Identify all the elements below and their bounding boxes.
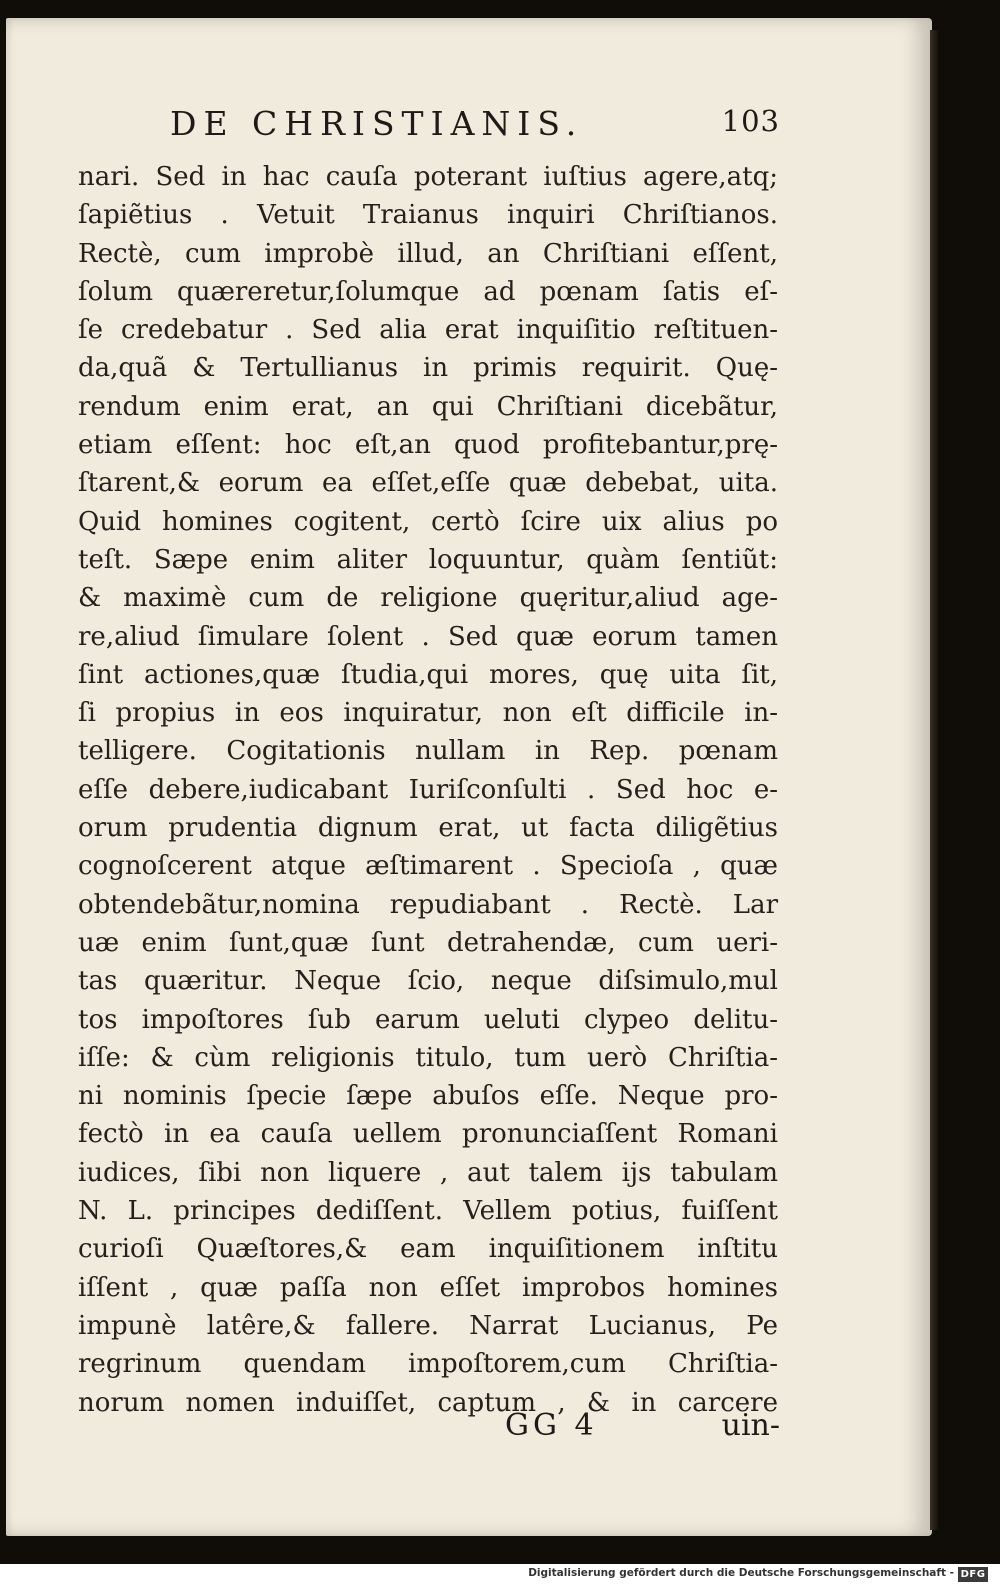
running-head: DE CHRISTIANIS. (170, 104, 584, 143)
body-text (78, 158, 778, 1422)
text-line: iudices, ſibi non liquere , aut talem ijs tabulam (78, 1157, 778, 1188)
text-line: regrinum quendam impoſtorem,cum Chriſtia- (78, 1349, 778, 1380)
page-header (170, 104, 780, 148)
text-line: ſapiẽtius . Vetuit Traianus inquiri Chriſtianos. (78, 200, 778, 231)
text-line: telligere. Cogitationis nullam in Rep. pœnam (78, 736, 778, 767)
text-line: Quid homines cogitent, certò ſcire uix alius po (78, 506, 778, 537)
text-line: eſſe debere,iudicabant Iuriſconſulti . Sed hoc e- (78, 774, 778, 805)
text-line: fectò in ea cauſa uellem pronunciaſſent Romani (78, 1119, 778, 1150)
text-line: da,quã & Tertullianus in primis requirit. Quę- (78, 353, 778, 384)
text-line: iſſe: & cùm religionis titulo, tum uerò Chriſtia- (78, 1042, 778, 1073)
text-line: & maximè cum de religione quęritur,aliud age- (78, 583, 778, 614)
text-line: orum prudentia dignum erat, ut facta diligẽtius (78, 813, 778, 844)
page-number: 103 (721, 104, 780, 138)
page-footer (505, 1408, 780, 1450)
text-line: ſint actiones,quæ ſtudia,qui mores, quę uita ſit, (78, 659, 778, 690)
text-line: ſe credebatur . Sed alia erat inquiſitio reſtituen- (78, 315, 778, 346)
text-line: tos impoſtores ſub earum ueluti clypeo delitu- (78, 1004, 778, 1035)
text-line: norum nomen induiſſet, captum , & in carcere (78, 1387, 778, 1418)
text-line: uæ enim ſunt,quæ ſunt detrahendæ, cum ueri- (78, 927, 778, 958)
text-line: ſi propius in eos inquiratur, non eſt difficile in- (78, 698, 778, 729)
text-line: Rectè, cum improbè illud, an Chriſtiani eſſent, (78, 238, 778, 269)
signature-mark: GG 4 (505, 1408, 598, 1443)
text-line: tas quæritur. Neque ſcio, neque diſsimulo,mul (78, 966, 778, 997)
text-line: obtendebãtur,nomina repudiabant . Rectè. Lar (78, 889, 778, 920)
dfg-logo: DFG (958, 1567, 988, 1582)
text-line: etiam eſſent: hoc eſt,an quod profitebantur,prę- (78, 430, 778, 461)
text-line: impunè latêre,& fallere. Narrat Lucianus, Pe (78, 1310, 778, 1341)
text-line: re,aliud ſimulare ſolent . Sed quæ eorum tamen (78, 621, 778, 652)
text-line: ni nominis ſpecie ſæpe abuſos eſſe. Neque pro- (78, 1081, 778, 1112)
credit-bar (0, 1564, 1000, 1586)
catchword: uin- (721, 1408, 780, 1443)
text-line: ſolum quæreretur,ſolumque ad pœnam ſatis eſ- (78, 276, 778, 307)
text-line: curioſi Quæſtores,& eam inquiſitionem inſtitu (78, 1234, 778, 1265)
text-line: rendum enim erat, an qui Chriſtiani dicebãtur, (78, 391, 778, 422)
text-line: teſt. Sæpe enim aliter loquuntur, quàm ſentiũt: (78, 544, 778, 575)
text-line: iſſent , quæ paſſa non eſſet improbos homines (78, 1272, 778, 1303)
text-line: nari. Sed in hac cauſa poterant iuſtius agere,atq; (78, 162, 778, 192)
text-line: cognoſcerent atque æſtimarent . Specioſa , quæ (78, 851, 778, 882)
page-edge (930, 30, 938, 1530)
funding-credit: Digitalisierung gefördert durch die Deutsche Forschungsgemeinschaft - (528, 1567, 954, 1579)
text-line: N. L. principes dediſſent. Vellem potius, fuiſſent (78, 1196, 778, 1227)
text-line: ſtarent,& eorum ea eſſet,eſſe quæ debebat, uita. (78, 468, 778, 499)
